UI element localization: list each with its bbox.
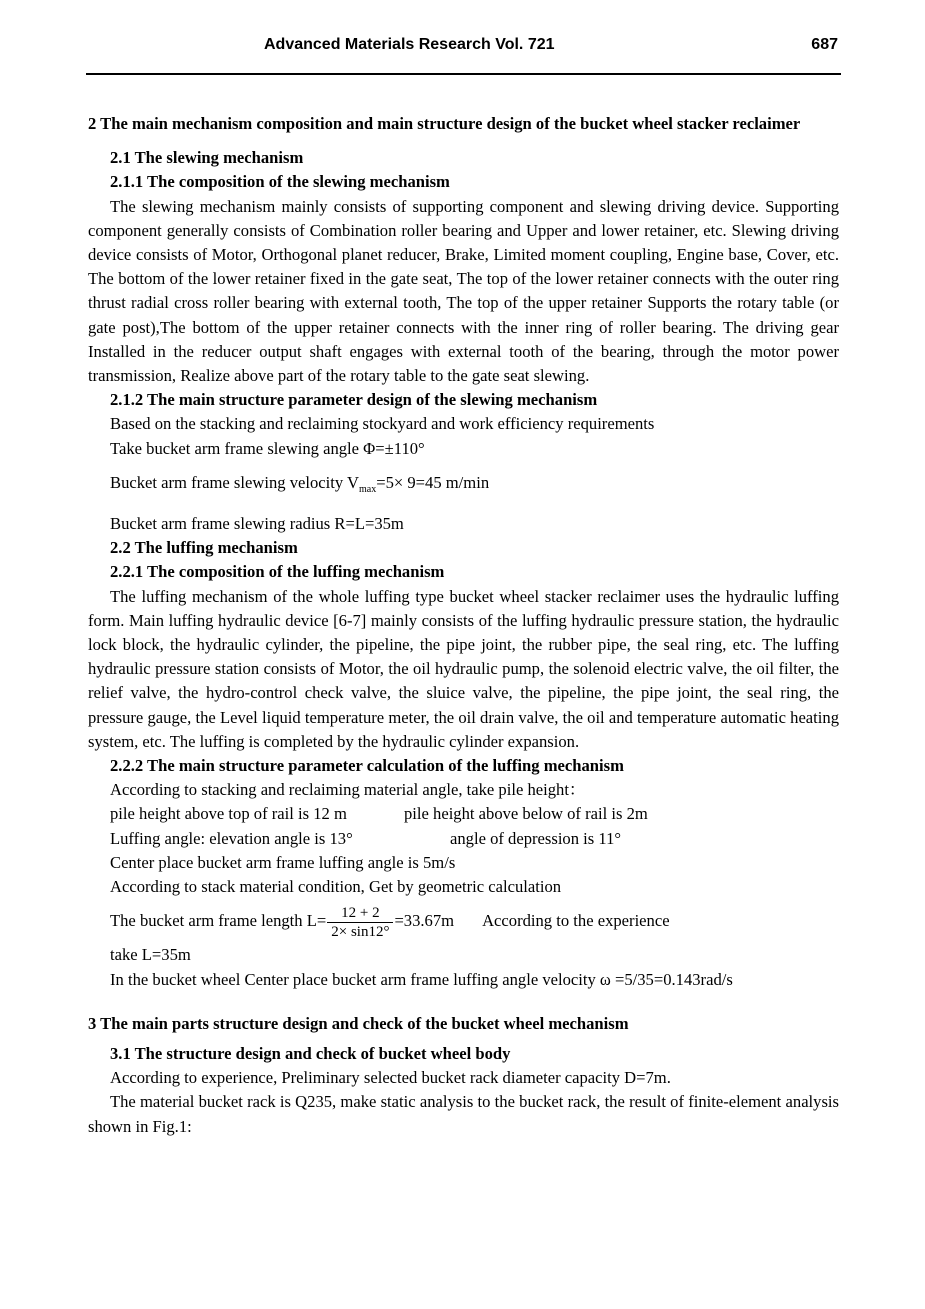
section-2-1-1-heading: 2.1.1 The composition of the slewing mechanism <box>110 172 450 192</box>
section-2-2-1-heading: 2.2.1 The composition of the luffing mechanism <box>110 562 445 582</box>
velocity-subscript: max <box>359 483 377 495</box>
section-2-heading: 2 The main mechanism composition and main structure design of the bucket wheel stacker reclaimer <box>88 114 801 133</box>
arm-length-take-line: take L=35m <box>110 945 191 965</box>
bucket-diameter-line: According to experience, Preliminary selected bucket rack diameter capacity D=7m. <box>110 1068 671 1088</box>
header-rule <box>86 73 841 75</box>
slewing-radius-line: Bucket arm frame slewing radius R=L=35m <box>110 514 404 534</box>
section-3-1-heading: 3.1 The structure design and check of bucket wheel body <box>110 1043 511 1063</box>
section-2-2-2-heading: 2.2.2 The main structure parameter calculation of the luffing mechanism <box>110 756 624 776</box>
elevation-angle: Luffing angle: elevation angle is 13° <box>110 828 353 848</box>
center-luffing-angle-line: Center place bucket arm frame luffing angle is 5m/s <box>110 852 456 872</box>
section-2-1-2-heading: 2.1.2 The main structure parameter design of the slewing mechanism <box>110 390 598 410</box>
pile-height-line <box>88 802 839 826</box>
slewing-angle-line: Take bucket arm frame slewing angle Φ=±110° <box>110 438 425 458</box>
section-3-heading: 3 The main parts structure design and check of the bucket wheel mechanism <box>88 1013 629 1033</box>
angular-velocity-line: In the bucket wheel Center place bucket arm frame luffing angle velocity ω =5/35=0.143rad/s <box>110 969 733 989</box>
section-2-1-heading: 2.1 The slewing mechanism <box>110 148 304 168</box>
slewing-composition-paragraph: The slewing mechanism mainly consists of supporting component and slewing driving device. Supporting component generally consists of Combination roller bearing and Upper and lower retainer, etc. Slewing driving device consists of Motor, Orthogonal planet reducer, Brake, Limited moment coupling, Engine base, Cover, etc. The bottom of the lower retainer fixed in the gate seat, The top of the lower retainer connects with the outer ring thrust radial cross roller bearing with external tooth, The top of the upper retainer Supports the rotary table (or gate post),The bottom of the upper retainer connects with the inner ring of roller bearing. The driving gear Installed in the reducer output shaft engages with external tooth of the bearing, through the motor power transmission, Realize above part of the rotary table to the gate seat slewing. <box>88 196 839 386</box>
section-2-2-heading: 2.2 The luffing mechanism <box>110 538 298 558</box>
static-analysis-paragraph: The material bucket rack is Q235, make static analysis to the bucket rack, the result of finite-element analysis shown in Fig.1: <box>88 1092 839 1136</box>
page-body <box>88 112 839 1139</box>
slewing-design-basis: Based on the stacking and reclaiming stockyard and work efficiency requirements <box>110 414 655 434</box>
depression-angle: angle of depression is 11° <box>450 828 622 848</box>
pile-height-intro: According to stacking and reclaiming material angle, take pile height： <box>110 780 586 800</box>
geometric-calc-line: According to stack material condition, Get by geometric calculation <box>110 877 562 897</box>
slewing-velocity-line <box>88 471 839 502</box>
arm-length-formula <box>88 899 839 943</box>
slewing-velocity-label: Bucket arm frame slewing velocity V <box>110 472 359 492</box>
slewing-velocity-value: =5× 9=45 m/min <box>376 472 490 492</box>
fraction-denominator: 2× sin12° <box>331 923 390 940</box>
fraction-numerator: 12 + 2 <box>327 904 393 923</box>
luffing-angle-line <box>88 827 839 851</box>
journal-title: Advanced Materials Research Vol. 721 <box>264 36 555 53</box>
running-header <box>86 34 840 60</box>
pile-height-above-rail: pile height above top of rail is 12 m <box>110 804 347 824</box>
luffing-composition-paragraph: The luffing mechanism of the whole luffing type bucket wheel stacker reclaimer uses the hydraulic luffing form. Main luffing hydraulic device [6-7] mainly consists of the luffing hydraulic pressure station, the hydraulic lock block, the hydraulic cylinder, the pipeline, the pipe joint, the rubber pipe, the seal ring, etc. The luffing hydraulic pressure station consists of Motor, the oil hydraulic pump, the solenoid electric valve, the oil filter, the relief valve, the hydro-control check valve, the sluice valve, the pipeline, the pipe joint, the seal ring, the pressure gauge, the Level liquid temperature meter, the oil drain valve, the oil and temperature automatic heating system, etc. The luffing is completed by the hydraulic cylinder expansion. <box>88 586 839 751</box>
formula-result: =33.67m <box>394 911 455 931</box>
formula-lhs: The bucket arm frame length L= <box>110 911 327 931</box>
pile-height-below-rail: pile height above below of rail is 2m <box>404 804 648 824</box>
page-number: 687 <box>811 36 838 53</box>
formula-experience-note: According to the experience <box>482 911 670 931</box>
formula-fraction <box>327 904 393 941</box>
